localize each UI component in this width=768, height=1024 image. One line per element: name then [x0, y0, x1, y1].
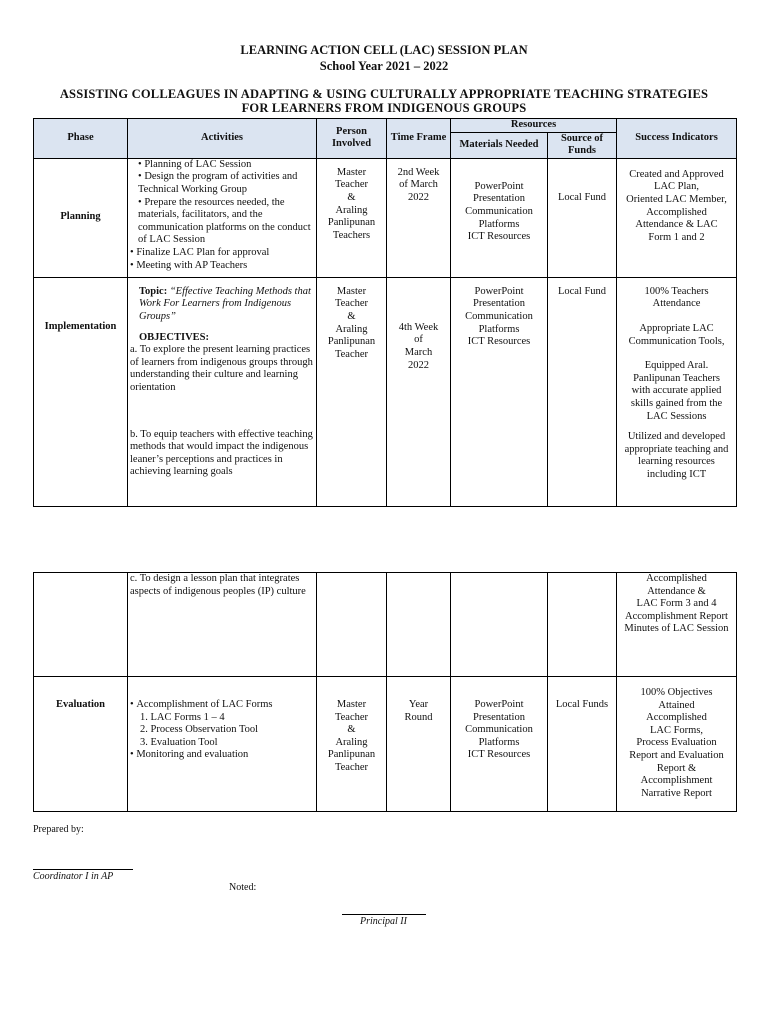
header-materials: Materials Needed [451, 132, 548, 158]
header-activities: Activities [128, 119, 317, 159]
phase-implementation: Implementation [34, 277, 128, 506]
evaluation-time: Year Round [387, 677, 451, 812]
school-year: School Year 2021 – 2022 [319, 59, 449, 73]
coordinator-signature-line [33, 869, 133, 870]
continuation-success: Accomplished Attendance & LAC Form 3 and 4 Accomplishment Report Minutes of LAC Session [617, 573, 737, 677]
planning-source: Local Fund [548, 158, 617, 277]
prepared-by-label: Prepared by: [33, 824, 84, 835]
table-row-implementation [34, 277, 737, 506]
evaluation-success: 100% Objectives Attained Accomplished LAC Forms, Process Evaluation Report and Evaluation Report & Accomplishment Narrative Report [617, 677, 737, 812]
header-success: Success Indicators [617, 119, 737, 159]
header-time: Time Frame [387, 119, 451, 159]
list-item: • Finalize LAC Plan for approval [130, 247, 314, 260]
implementation-person: Master Teacher & Araling Panlipunan Teacher [317, 277, 387, 506]
table-row-evaluation [34, 677, 737, 812]
implementation-source: Local Fund [548, 277, 617, 506]
header-source: Source of Funds [548, 132, 617, 158]
principal-label: Principal II [360, 916, 407, 927]
header-person: Person Involved [317, 119, 387, 159]
list-item: • Planning of LAC Session [130, 159, 314, 172]
list-item: • Prepare the resources needed, the materials, facilitators, and the communication platforms on the conduct of LAC Session [130, 197, 314, 247]
table-row-continuation [34, 573, 737, 677]
document-title: LEARNING ACTION CELL (LAC) SESSION PLAN [240, 43, 528, 57]
noted-label: Noted: [229, 882, 257, 893]
planning-person: Master Teacher & Araling Panlipunan Teachers [317, 158, 387, 277]
implementation-time: 4th Week of March 2022 [387, 277, 451, 506]
phase-planning: Planning [34, 158, 128, 277]
session-plan-table-continued [33, 572, 737, 812]
header-phase: Phase [34, 119, 128, 159]
header-resources: Resources [451, 119, 617, 133]
planning-success: Created and Approved LAC Plan, Oriented LAC Member, Accomplished Attendance & LAC Form 1 and 2 [617, 158, 737, 277]
phase-evaluation: Evaluation [34, 677, 128, 812]
implementation-success: 100% Teachers Attendance Appropriate LAC Communication Tools, Equipped Aral. Panlipunan Teachers with accurate applied skills gained from the LAC Sessions Utilized and developed appropriate teaching and learning resources including ICT [617, 277, 737, 506]
continuation-activities: c. To design a lesson plan that integrates aspects of indigenous peoples (IP) culture [128, 573, 317, 677]
principal-signature-line [342, 914, 426, 915]
table-row-planning [34, 158, 737, 277]
list-item: • Meeting with AP Teachers [130, 260, 314, 273]
planning-materials: PowerPoint Presentation Communication Platforms ICT Resources [451, 158, 548, 277]
implementation-materials: PowerPoint Presentation Communication Platforms ICT Resources [451, 277, 548, 506]
evaluation-source: Local Funds [548, 677, 617, 812]
planning-time: 2nd Week of March 2022 [387, 158, 451, 277]
evaluation-person: Master Teacher & Araling Panlipunan Teacher [317, 677, 387, 812]
coordinator-label: Coordinator I in AP [33, 871, 114, 882]
session-plan-table [33, 118, 737, 507]
subtitle-line-1: ASSISTING COLLEAGUES IN ADAPTING & USING CULTURALLY APPROPRIATE TEACHING STRATEGIES [59, 87, 709, 101]
subtitle-line-2: FOR LEARNERS FROM INDIGENOUS GROUPS [241, 101, 527, 115]
planning-activities [128, 158, 317, 277]
evaluation-materials: PowerPoint Presentation Communication Platforms ICT Resources [451, 677, 548, 812]
list-item: • Design the program of activities and Technical Working Group [130, 171, 314, 196]
evaluation-activities: • Accomplishment of LAC Forms 1. LAC Forms 1 – 4 2. Process Observation Tool 3. Evaluation Tool • Monitoring and evaluation [128, 677, 317, 812]
implementation-activities: Topic: “Effective Teaching Methods that Work For Learners from Indigenous Groups” OBJECTIVES: a. To explore the present learning practices of learners from indigenous groups through understanding their culture and learning orientation b. To equip teachers with effective teaching methods that would impact the indigenous leaner’s perceptions and practices in achieving learning goals [128, 277, 317, 506]
